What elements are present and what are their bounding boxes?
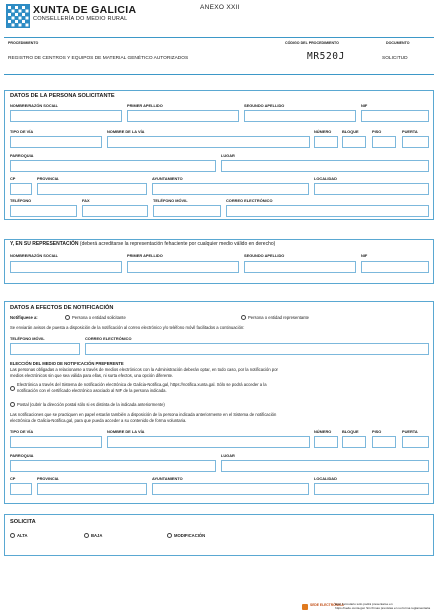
notification-door-label: PUERTA: [402, 429, 418, 434]
representative-section-note: (deberá acreditarse la representación fehaciente por cualquier medio válido en derecho): [79, 241, 276, 247]
notification-block-input[interactable]: [342, 436, 366, 448]
document-label: DOCUMENTO: [386, 41, 410, 45]
notification-place-label: LUGAR: [221, 453, 235, 458]
applicant-place-label: LUGAR: [221, 153, 235, 158]
radio-notify-applicant[interactable]: [65, 315, 70, 320]
applicant-nif-input[interactable]: [361, 110, 429, 122]
applicant-province-input[interactable]: [37, 183, 147, 195]
notification-floor-input[interactable]: [372, 436, 396, 448]
applicant-surname2-label: SEGUNDO APELLIDO: [244, 103, 285, 108]
representative-surname2-label: SEGUNDO APELLIDO: [244, 253, 285, 258]
representative-surname1-input[interactable]: [127, 261, 239, 273]
footer-text-line-1: Este formulario sólo podrá presentarse en: [335, 602, 393, 606]
notification-door-input[interactable]: [402, 436, 429, 448]
applicant-number-label: NÚMERO: [314, 129, 332, 134]
paper-text-line-1: Las notificaciones que se practiquen en papel estarán también a disposición de la persona indicada anteriormente en el Sistema de notificación: [10, 412, 277, 417]
applicant-cp-label: CP: [10, 176, 16, 181]
applicant-road-type-input[interactable]: [10, 136, 102, 148]
applicant-surname1-label: PRIMER APELLIDO: [127, 103, 163, 108]
notification-road-name-label: NOMBRE DE LA VÍA: [107, 429, 145, 434]
org-name: XUNTA DE GALICIA: [33, 4, 137, 16]
notification-road-name-input[interactable]: [107, 436, 310, 448]
choice-text-line-2: medios electrónicos sin que sea válida para ellas, ni surta efectos, una opción diferente.: [10, 373, 174, 378]
notification-cp-label: CP: [10, 476, 16, 481]
paper-text-line-2: electrónica de Galicia-Notifica.gal, para que pueda acceder a su contenido de forma voluntaria.: [10, 418, 187, 423]
applicant-fax-label: FAX: [82, 198, 90, 203]
notice-text: Se enviarán avisos de puesta a disposición de la notificación al correo electrónico y/o teléfono móvil facilitados a continuación:: [10, 325, 245, 330]
applicant-name-label: NOMBRE/RAZÓN SOCIAL: [10, 103, 58, 108]
representative-name-input[interactable]: [10, 261, 122, 273]
radio-notify-applicant-label: Persona o entidad solicitante: [72, 315, 126, 320]
radio-notify-representative-label: Persona o entidad representante: [248, 315, 309, 320]
radio-request-low-label: BAJA: [91, 533, 103, 538]
request-section: [4, 514, 434, 556]
notification-place-input[interactable]: [221, 460, 429, 472]
notification-section-title: DATOS A EFECTOS DE NOTIFICACIÓN: [10, 305, 114, 311]
notification-mobile-label: TELÉFONO MÓVIL: [10, 336, 45, 341]
representative-surname2-input[interactable]: [244, 261, 356, 273]
notification-province-label: PROVINCIA: [37, 476, 59, 481]
applicant-phone-input[interactable]: [10, 205, 77, 217]
notification-council-input[interactable]: [152, 483, 309, 495]
notification-block-label: BLOQUE: [342, 429, 359, 434]
notification-mobile-input[interactable]: [10, 343, 80, 355]
document-value: SOLICITUD: [382, 56, 408, 61]
applicant-block-label: BLOQUE: [342, 129, 359, 134]
applicant-parish-input[interactable]: [10, 160, 216, 172]
applicant-locality-label: LOCALIDAD: [314, 176, 337, 181]
applicant-block-input[interactable]: [342, 136, 366, 148]
radio-request-change-label: MODIFICACIÓN: [174, 533, 206, 538]
radio-request-high-label: ALTA: [17, 533, 28, 538]
applicant-door-input[interactable]: [402, 136, 429, 148]
notification-council-label: AYUNTAMIENTO: [152, 476, 183, 481]
annex-title: ANEXO XXII: [200, 4, 240, 11]
applicant-section-title: DATOS DE LA PERSONA SOLICITANTE: [10, 93, 115, 99]
applicant-place-input[interactable]: [221, 160, 429, 172]
radio-request-low[interactable]: [84, 533, 89, 538]
radio-notify-representative[interactable]: [241, 315, 246, 320]
applicant-number-input[interactable]: [314, 136, 338, 148]
xunta-logo-icon: [6, 4, 30, 28]
representative-nif-input[interactable]: [361, 261, 429, 273]
applicant-mobile-label: TELÉFONO MÓVIL: [153, 198, 188, 203]
footer-label: SEDE ELECTRÓNICA: [310, 603, 344, 607]
representative-section-title: Y, EN SU REPRESENTACIÓN: [10, 241, 79, 247]
applicant-surname2-input[interactable]: [244, 110, 356, 122]
applicant-council-input[interactable]: [152, 183, 309, 195]
applicant-council-label: AYUNTAMIENTO: [152, 176, 183, 181]
applicant-name-input[interactable]: [10, 110, 122, 122]
representative-surname1-label: PRIMER APELLIDO: [127, 253, 163, 258]
applicant-parish-label: PARROQUIA: [10, 153, 34, 158]
applicant-email-label: CORREO ELECTRÓNICO: [226, 198, 273, 203]
applicant-phone-label: TELÉFONO: [10, 198, 32, 203]
notification-parish-input[interactable]: [10, 460, 216, 472]
notification-road-type-label: TIPO DE VÍA: [10, 429, 34, 434]
applicant-mobile-input[interactable]: [153, 205, 221, 217]
footer-text-line-2: https://sede.xunta.gal. Sin firmas previstas en su forma reglamentaria: [335, 606, 431, 610]
header-bottom-rule: [4, 74, 434, 75]
org-subtitle: CONSELLERÍA DO MEDIO RURAL: [33, 16, 128, 22]
footer-text: [335, 602, 430, 610]
choice-text-line-1: Las personas obligadas a relacionarse a través de medios electrónicos con la Administración deberán optar, en todo caso, por la notificación por: [10, 367, 278, 372]
notification-floor-label: PISO: [372, 429, 382, 434]
applicant-floor-label: PISO: [372, 129, 382, 134]
procedure-code-label: CÓDIGO DEL PROCEDIMIENTO: [285, 41, 339, 45]
applicant-province-label: PROVINCIA: [37, 176, 59, 181]
notification-cp-input[interactable]: [10, 483, 32, 495]
electronic-office-icon: [302, 604, 308, 610]
representative-name-label: NOMBRE/RAZÓN SOCIAL: [10, 253, 58, 258]
notification-number-label: NÚMERO: [314, 429, 332, 434]
notification-locality-label: LOCALIDAD: [314, 476, 337, 481]
electronic-option-line-2: notificación con el certificado electrónico asociado al NIF de la persona indicada.: [17, 388, 167, 393]
electronic-option-line-1: Electrónica a través del Sistema de notificación electrónica de Galicia-Notifica.gal, https://notifica.xunta.gal. Sólo se podrá acceder a la: [17, 382, 267, 387]
applicant-nif-label: NIF: [361, 103, 368, 108]
postal-option-label: Postal (cubrir la dirección postal sólo si es distinta de la indicada anteriormente): [17, 402, 165, 407]
representative-nif-label: NIF: [361, 253, 368, 258]
applicant-cp-input[interactable]: [10, 183, 32, 195]
applicant-surname1-input[interactable]: [127, 110, 239, 122]
radio-request-change[interactable]: [167, 533, 172, 538]
request-section-title: SOLICITA: [10, 519, 36, 525]
notification-email-label: CORREO ELECTRÓNICO: [85, 336, 132, 341]
notification-province-input[interactable]: [37, 483, 147, 495]
header-top-rule: [4, 37, 434, 38]
applicant-road-type-label: TIPO DE VÍA: [10, 129, 34, 134]
representative-section-heading: [10, 242, 275, 247]
radio-postal-notification[interactable]: [10, 402, 15, 407]
procedure-code-value: MR520J: [307, 51, 345, 62]
radio-electronic-notification[interactable]: [10, 386, 15, 391]
notification-road-type-input[interactable]: [10, 436, 102, 448]
choice-title: ELECCIÓN DEL MEDIO DE NOTIFICACIÓN PREFERENTE: [10, 361, 124, 366]
notification-email-input[interactable]: [85, 343, 429, 355]
notify-to-label: Notifíquese a:: [10, 315, 38, 320]
applicant-email-input[interactable]: [226, 205, 429, 217]
notification-number-input[interactable]: [314, 436, 338, 448]
procedure-label: PROCEDIMIENTO: [8, 41, 39, 45]
applicant-floor-input[interactable]: [372, 136, 396, 148]
notification-parish-label: PARROQUIA: [10, 453, 34, 458]
applicant-door-label: PUERTA: [402, 129, 418, 134]
notification-locality-input[interactable]: [314, 483, 429, 495]
radio-request-high[interactable]: [10, 533, 15, 538]
applicant-locality-input[interactable]: [314, 183, 429, 195]
procedure-value: REGISTRO DE CENTROS Y EQUIPOS DE MATERIAL GENÉTICO AUTORIZADOS: [8, 56, 189, 61]
applicant-road-name-label: NOMBRE DE LA VÍA: [107, 129, 145, 134]
applicant-fax-input[interactable]: [82, 205, 148, 217]
applicant-road-name-input[interactable]: [107, 136, 310, 148]
